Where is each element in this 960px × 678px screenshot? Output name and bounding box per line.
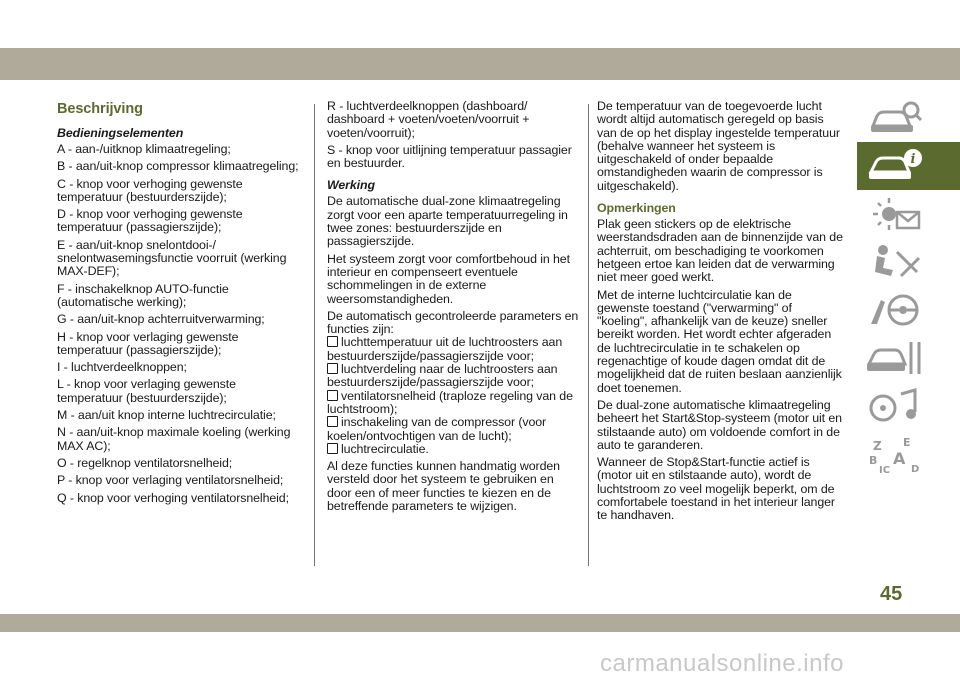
bullet-item: ventilatorsnelheid (traploze regeling van de luchtstroom);: [327, 388, 573, 416]
list-item: B - aan/uit-knop compressor klimaatregeling;: [57, 159, 299, 174]
tab-safety[interactable]: [857, 238, 960, 286]
dashboard-warning-icon: [867, 194, 923, 234]
svg-text:i: i: [910, 152, 916, 167]
svg-text:D: D: [911, 464, 920, 474]
tab-getting-to-know[interactable]: [857, 94, 960, 142]
tab-starting-driving[interactable]: [857, 286, 960, 334]
column-divider: [588, 104, 589, 566]
paragraph: Wanneer de Stop&Start-functie actief is (motor uit en stilstaande auto), wordt de luchtstroom zo veel mogelijk beperkt, om de comfortabele toestand in het interieur langer te handhaven.: [597, 455, 835, 523]
svg-text:E: E: [903, 436, 911, 449]
bullet-item: inschakeling van de compressor (voor koelen/ontvochtigen van de lucht);: [327, 415, 547, 443]
tab-vehicle-info[interactable]: [857, 142, 960, 190]
list-item: M - aan/uit knop interne luchtrecirculatie;: [57, 408, 276, 423]
list-item: A - aan-/uitknop klimaatregeling;: [57, 142, 231, 156]
car-tools-icon: [867, 338, 923, 378]
tab-servicing[interactable]: [857, 334, 960, 382]
paragraph: Het systeem zorgt voor comfortbehoud in het interieur en compenseert eventuele schommelingen in de externe weersomstandigheden.: [327, 251, 570, 306]
bullet-item: luchttemperatuur uit de luchtroosters aan bestuurderszijde/passagierszijde voor;: [327, 335, 563, 363]
paragraph: De dual-zone automatische klimaatregeling beheert het Start&Stop-systeem (motor uit en stilstaande auto) om voldoende comfort in de auto te garanderen.: [597, 397, 842, 452]
bullet-item: luchtverdeling naar de luchtroosters aan bestuurderszijde/passagierszijde voor;: [327, 362, 558, 390]
column-3: [597, 100, 845, 527]
checkbox-bullet-icon: [327, 336, 338, 347]
paragraph: Plak geen stickers op de elektrische weerstandsdraden aan de binnenzijde van de achterruit, om beschadiging te voorkomen hetgeen ertoe kan leiden dat de verwarming niet meer goed werkt.: [597, 217, 843, 285]
list-item: S - knop voor uitlijning temperatuur passagier en bestuurder.: [327, 142, 572, 171]
section-title: Beschrijving: [57, 101, 143, 117]
list-item: N - aan/uit-knop maximale koeling (werking MAX AC);: [57, 425, 291, 453]
controls-heading: Bedieningselementen: [57, 126, 184, 140]
list-item: H - knop voor verlaging gewenste temperatuur (passagierszijde);: [57, 329, 239, 357]
column-divider: [314, 104, 315, 566]
tab-dashboard[interactable]: [857, 190, 960, 238]
list-item: I - luchtverdeelknoppen;: [57, 360, 187, 375]
checkbox-bullet-icon: [327, 443, 338, 454]
bottom-band: [0, 614, 960, 632]
seat-airbag-icon: [867, 242, 923, 282]
checkbox-bullet-icon: [327, 390, 338, 401]
tab-index[interactable]: [857, 430, 960, 478]
list-item: R - luchtverdeelknoppen (dashboard/ dashboard + voeten/voeten/voorruit + voeten/voorruit);: [327, 99, 530, 140]
svg-text:IC: IC: [879, 465, 891, 474]
checkbox-bullet-icon: [327, 416, 338, 427]
paragraph: De automatisch gecontroleerde parameters en functies zijn:: [327, 308, 579, 337]
list-item: D - knop voor verhoging gewenste temperatuur (passagierszijde);: [57, 207, 243, 235]
list-item: E - aan/uit-knop snelontdooi-/ snelontwasemingsfunctie voorruit (werking MAX-DEF);: [57, 237, 287, 279]
notes-heading: Opmerkingen: [597, 201, 676, 216]
list-item: Q - knop voor verhoging ventilatorsnelheid;: [57, 490, 289, 505]
top-band: [0, 48, 960, 80]
list-item: O - regelknop ventilatorsnelheid;: [57, 455, 233, 470]
svg-text:B: B: [869, 454, 878, 467]
checkbox-bullet-icon: [327, 363, 338, 374]
page-number: 45: [880, 583, 903, 605]
column-1: [57, 100, 301, 509]
chapter-sidebar: [857, 88, 960, 614]
bullet-item: luchtrecirculatie.: [327, 443, 579, 456]
paragraph: De automatische dual-zone klimaatregeling zorgt voor een aparte temperatuurregeling in twee zones: bestuurderszijde en passagierszijde.: [327, 194, 568, 249]
list-item: C - knop voor verhoging gewenste temperatuur (bestuurderszijde);: [57, 176, 243, 204]
car-info-icon: [867, 146, 923, 186]
column-2: [327, 100, 579, 517]
paragraph: De temperatuur van de toegevoerde lucht wordt altijd automatisch geregeld op basis van de op het display ingestelde temperatuur (behalve wanneer het systeem is uitgeschakeld of onder bepaalde omstandigheden waarin de compressor is uitgeschakeld).: [597, 99, 840, 193]
paragraph: Al deze functies kunnen handmatig worden versteld door het systeem te gebruiken en door een of meer functies te kiezen en de betreffende parameters te wijzigen.: [327, 459, 560, 514]
svg-text:A: A: [893, 449, 906, 468]
tab-multimedia[interactable]: [857, 382, 960, 430]
multimedia-icon: [867, 386, 923, 426]
list-item: G - aan/uit-knop achterruitverwarming;: [57, 312, 265, 327]
svg-text:Z: Z: [873, 439, 882, 453]
operation-heading: Werking: [327, 178, 375, 193]
paragraph: Met de interne luchtcirculatie kan de gewenste toestand ("verwarming" of "koeling", afhankelijk van de keuze) sneller bereikt worden. Het wordt echter afgeraden de luchtrecirculatie in te schakelen op regenachtige of koude dagen omdat dit de mogelijkheid dat de ruiten beslaan aanzienlijk doet toenemen.: [597, 287, 842, 395]
list-item: L - knop voor verlaging gewenste temperatuur (bestuurderszijde);: [57, 377, 236, 405]
steering-wheel-icon: [867, 290, 923, 330]
watermark: carmanualsonline.info: [600, 650, 844, 677]
list-item: F - inschakelknop AUTO-functie (automatische werking);: [57, 281, 229, 309]
car-search-icon: [867, 98, 923, 138]
language-index-icon: [867, 434, 923, 474]
list-item: P - knop voor verlaging ventilatorsnelheid;: [57, 473, 284, 488]
